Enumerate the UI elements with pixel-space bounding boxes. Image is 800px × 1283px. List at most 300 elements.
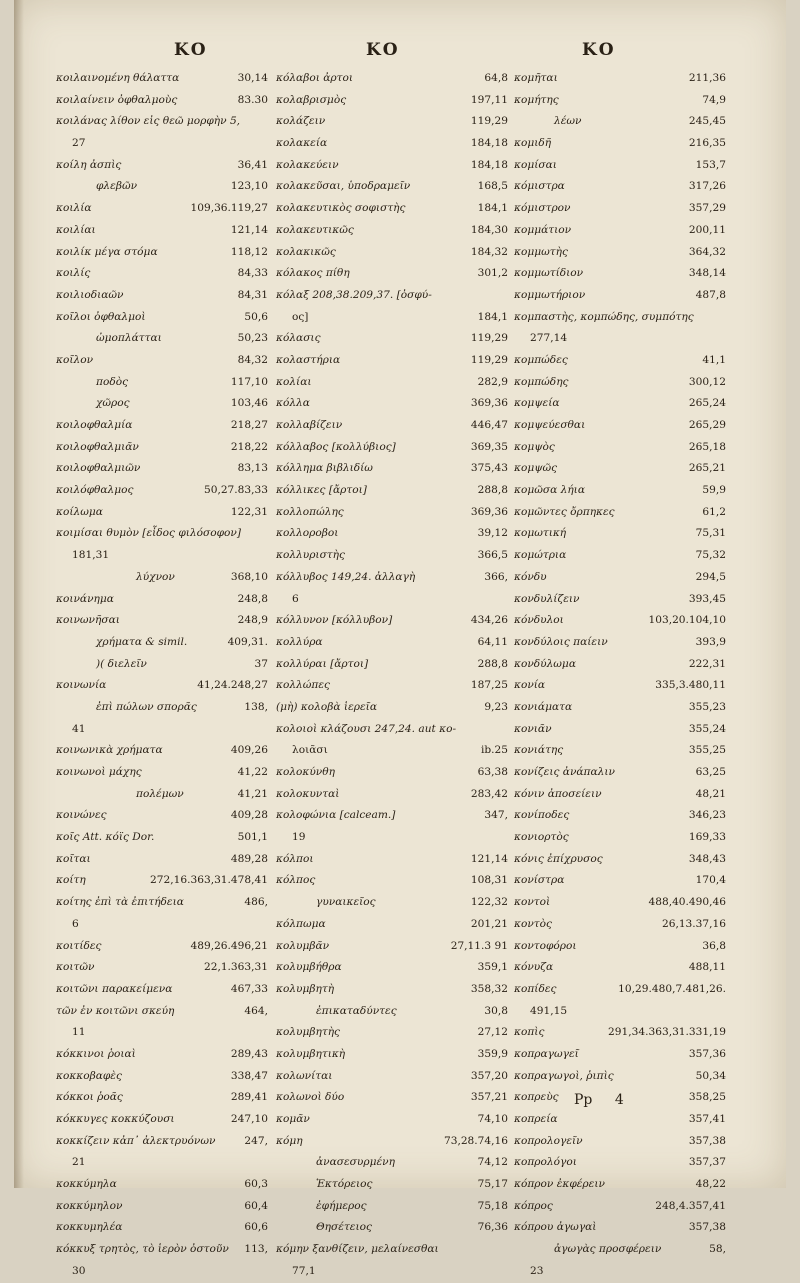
entry-term: 491,15 bbox=[530, 1004, 568, 1017]
entry-term: κοῖλον bbox=[56, 353, 94, 366]
index-entry bbox=[276, 133, 508, 155]
index-entry bbox=[276, 523, 508, 545]
entry-term: κοινώνες bbox=[56, 809, 107, 822]
entry-term: κόμιστρα bbox=[514, 180, 565, 193]
entry-term: κομῶσα λήια bbox=[514, 484, 585, 497]
index-entry bbox=[276, 914, 508, 936]
entry-term: κοίλωμα bbox=[56, 505, 103, 518]
entry-term: ἀνασεσυρμένη bbox=[316, 1156, 395, 1169]
entry-reference: 9,23 bbox=[484, 700, 508, 713]
index-entry bbox=[56, 1109, 268, 1131]
index-entry bbox=[276, 1109, 508, 1131]
entry-reference: 113, bbox=[244, 1243, 268, 1256]
entry-term: κοιλαινομένη θάλαττα bbox=[56, 72, 180, 84]
index-entry bbox=[56, 892, 268, 914]
index-entry bbox=[56, 328, 268, 350]
entry-reference: 248,4.357,41 bbox=[655, 1199, 726, 1212]
index-entry bbox=[276, 1131, 508, 1153]
entry-reference: 393,45 bbox=[688, 592, 726, 605]
index-entry bbox=[56, 350, 268, 372]
entry-reference: 300,12 bbox=[688, 375, 726, 388]
index-entry bbox=[276, 1174, 508, 1196]
entry-reference: 357,36 bbox=[688, 1047, 726, 1060]
entry-term: κόκκυξ τρητὸς, τὸ ἱερὸν ὀστοῦν bbox=[56, 1243, 229, 1256]
index-entry bbox=[56, 1261, 268, 1283]
entry-term: κοιλία bbox=[56, 202, 92, 215]
entry-reference: 393,9 bbox=[695, 635, 726, 648]
entry-reference: 501,1 bbox=[237, 831, 268, 844]
entry-reference: 357,38 bbox=[688, 1134, 726, 1147]
entry-term: κόλακος πίθη bbox=[276, 267, 350, 280]
entry-term: κολακικῶς bbox=[276, 245, 336, 258]
entry-term: κολυμβητὴς bbox=[276, 1026, 340, 1039]
index-entry bbox=[514, 372, 726, 394]
entry-term: κοκκύμηλα bbox=[56, 1178, 117, 1191]
entry-term: )( διελεῖν bbox=[96, 657, 147, 670]
index-entry bbox=[276, 68, 508, 90]
entry-reference: 355,24 bbox=[688, 722, 726, 735]
index-entry bbox=[56, 610, 268, 632]
index-entry bbox=[56, 1131, 268, 1153]
entry-reference: 26,13.37,16 bbox=[661, 917, 726, 930]
entry-term: κολαβρισμὸς bbox=[276, 93, 347, 106]
index-entry bbox=[514, 784, 726, 806]
entry-term: κοπρολόγοι bbox=[514, 1156, 577, 1169]
index-entry bbox=[56, 198, 268, 220]
entry-reference: 369,35 bbox=[470, 440, 508, 453]
entry-term: κομπαστὴς, κομπώδης, συμπότης bbox=[514, 310, 694, 323]
entry-term: κοιλιοδιαῶν bbox=[56, 288, 124, 301]
entry-reference: 265,18 bbox=[688, 440, 726, 453]
header-left: ΚΟ bbox=[174, 40, 208, 60]
entry-reference: 218,27 bbox=[230, 419, 268, 431]
entry-reference: 369,36 bbox=[470, 397, 508, 410]
index-entry bbox=[56, 957, 268, 979]
index-entry bbox=[514, 220, 726, 242]
entry-term: κολοιοὶ κλάζουσι 247,24. aut κο- bbox=[276, 722, 457, 735]
index-entry bbox=[514, 957, 726, 979]
index-entry bbox=[276, 545, 508, 567]
index-entry bbox=[276, 1001, 508, 1023]
entry-term: κομμωτὴς bbox=[514, 245, 568, 258]
index-entry bbox=[56, 979, 268, 1001]
entry-reference: 467,33 bbox=[230, 982, 268, 995]
entry-reference: 83,13 bbox=[237, 462, 268, 475]
entry-term: 19 bbox=[292, 831, 306, 844]
entry-reference: 41,22 bbox=[237, 766, 268, 778]
entry-term: κόλαξ 208,38.209,37. [ὀσφύ- bbox=[276, 288, 432, 301]
index-entry bbox=[514, 762, 726, 784]
index-entry bbox=[514, 242, 726, 264]
entry-term: κομιδῆ bbox=[514, 137, 552, 150]
entry-term: κόλασις bbox=[276, 332, 321, 345]
entry-term: κονία bbox=[514, 679, 546, 692]
entry-reference: 76,36 bbox=[477, 1221, 508, 1234]
entry-reference: 488,40.490,46 bbox=[648, 896, 726, 909]
entry-term: κολακεῦσαι, ὑποδραμεῖν bbox=[276, 180, 411, 193]
entry-reference: 60,6 bbox=[244, 1221, 268, 1234]
index-entry bbox=[514, 68, 726, 90]
index-entry bbox=[56, 133, 268, 155]
index-entry bbox=[56, 1044, 268, 1066]
entry-reference: 247,10 bbox=[230, 1113, 268, 1125]
index-entry bbox=[276, 740, 508, 762]
index-entry bbox=[56, 372, 268, 394]
entry-reference: 84,33 bbox=[237, 267, 268, 280]
entry-term: κολοφώνια [calceam.] bbox=[276, 809, 396, 822]
entry-reference: 338,47 bbox=[230, 1069, 268, 1082]
entry-term: κόλλυβος 149,24. ἀλλαγὴ bbox=[276, 570, 416, 583]
index-entry bbox=[514, 502, 726, 524]
index-entry bbox=[514, 1196, 726, 1218]
entry-reference: 288,8 bbox=[477, 484, 508, 497]
entry-term: κολαστήρια bbox=[276, 353, 341, 366]
entry-reference: 74,10 bbox=[477, 1113, 508, 1125]
index-entry bbox=[514, 849, 726, 871]
index-entry bbox=[514, 567, 726, 589]
index-entry bbox=[56, 502, 268, 524]
column-1 bbox=[56, 68, 268, 1283]
column-2 bbox=[276, 68, 508, 1283]
entry-term: 6 bbox=[72, 917, 79, 930]
entry-term: κοῖται bbox=[56, 852, 91, 865]
index-entry bbox=[514, 914, 726, 936]
index-entry bbox=[56, 654, 268, 676]
entry-term: γυναικεῖος bbox=[316, 896, 376, 909]
entry-term: κόπρος bbox=[514, 1199, 553, 1212]
entry-term: κομψεία bbox=[514, 397, 560, 410]
entry-term: κόνδυλοι bbox=[514, 614, 564, 627]
entry-reference: 36,41 bbox=[237, 158, 268, 171]
index-entry bbox=[514, 632, 726, 654]
entry-reference: 288,8 bbox=[477, 657, 508, 670]
signature-number: 4 bbox=[614, 1092, 624, 1108]
entry-term: κονδύλωμα bbox=[514, 657, 576, 670]
entry-term: 27 bbox=[72, 137, 86, 150]
entry-term: κολακευτικῶς bbox=[276, 223, 354, 236]
entry-reference: 201,21 bbox=[470, 917, 508, 930]
entry-reference: 117,10 bbox=[230, 375, 268, 388]
entry-term: κολλύραι [ἄρτοι] bbox=[276, 657, 369, 670]
entry-term: 21 bbox=[72, 1156, 86, 1169]
entry-reference: 184,30 bbox=[470, 223, 508, 236]
entry-reference: 359,9 bbox=[477, 1047, 508, 1060]
index-entry bbox=[56, 523, 268, 545]
entry-reference: 364,32 bbox=[688, 245, 726, 258]
entry-reference: 48,21 bbox=[695, 787, 726, 800]
index-entry bbox=[276, 762, 508, 784]
entry-reference: 61,2 bbox=[702, 505, 726, 518]
index-entry bbox=[276, 372, 508, 394]
entry-reference: 359,1 bbox=[477, 961, 508, 974]
index-entry bbox=[276, 1044, 508, 1066]
entry-reference: 122,32 bbox=[470, 896, 508, 909]
entry-term: κομίσαι bbox=[514, 158, 557, 171]
entry-term: κοῖλοι ὀφθαλμοὶ bbox=[56, 310, 146, 323]
entry-term: τῶν ἐν κοιτῶνι σκεύη bbox=[56, 1004, 175, 1017]
entry-reference: 63,25 bbox=[695, 766, 726, 778]
index-entry bbox=[276, 589, 508, 611]
entry-term: 181,31 bbox=[72, 549, 110, 562]
index-entry bbox=[514, 393, 726, 415]
index-entry bbox=[276, 415, 508, 437]
entry-reference: 294,5 bbox=[695, 570, 726, 583]
entry-reference: 36,8 bbox=[702, 939, 726, 952]
entry-term: κοιλίκ μέγα στόμα bbox=[56, 245, 158, 258]
entry-reference: 27,11.3 91 bbox=[450, 939, 508, 952]
index-entry bbox=[56, 1196, 268, 1218]
index-entry bbox=[514, 480, 726, 502]
entry-term: κολυμβητικὴ bbox=[276, 1047, 346, 1060]
entry-reference: 184,18 bbox=[470, 137, 508, 150]
index-entry bbox=[56, 1152, 268, 1174]
entry-term: κομῶντες ὄρπηκες bbox=[514, 505, 615, 518]
entry-term: κομπώδες bbox=[514, 353, 568, 366]
entry-term: κόπρου ἀγωγαὶ bbox=[514, 1221, 597, 1234]
entry-reference: 335,3.480,11 bbox=[655, 679, 726, 692]
entry-term: κόνιν ἀποσείειν bbox=[514, 787, 602, 800]
entry-term: κοιλίς bbox=[56, 267, 91, 280]
entry-term: κολλοπώλης bbox=[276, 505, 344, 518]
index-entry bbox=[276, 1022, 508, 1044]
index-entry bbox=[514, 870, 726, 892]
index-entry bbox=[276, 1152, 508, 1174]
index-entry bbox=[56, 111, 268, 133]
index-entry bbox=[276, 480, 508, 502]
entry-term: κοπὶς bbox=[514, 1026, 545, 1039]
entry-term: κοπρεὺς bbox=[514, 1091, 559, 1104]
index-entry bbox=[56, 393, 268, 415]
entry-term: κολάζειν bbox=[276, 115, 326, 128]
index-entry bbox=[276, 870, 508, 892]
index-entry bbox=[56, 90, 268, 112]
entry-term: κολλυριστὴς bbox=[276, 549, 345, 562]
index-entry bbox=[276, 155, 508, 177]
entry-term: κοιλόφθαλμος bbox=[56, 484, 134, 497]
entry-reference: 368,10 bbox=[230, 570, 268, 583]
entry-term: κολλαβίζειν bbox=[276, 419, 343, 431]
entry-term: λέων bbox=[554, 115, 582, 128]
entry-term: ὠμοπλάτται bbox=[96, 332, 162, 345]
entry-reference: 170,4 bbox=[695, 874, 726, 887]
entry-term: κομψὸς bbox=[514, 440, 555, 453]
entry-reference: 108,31 bbox=[470, 874, 508, 887]
index-entry bbox=[56, 68, 268, 90]
entry-term: κόνυζα bbox=[514, 961, 554, 974]
entry-reference: 84,31 bbox=[237, 288, 268, 301]
index-entry bbox=[56, 567, 268, 589]
running-header bbox=[14, 40, 786, 64]
entry-term: πολέμων bbox=[136, 787, 184, 800]
index-entry bbox=[514, 263, 726, 285]
index-entry bbox=[514, 1217, 726, 1239]
index-entry bbox=[514, 654, 726, 676]
index-entry bbox=[514, 1174, 726, 1196]
entry-term: κολυμβᾶν bbox=[276, 939, 330, 952]
entry-reference: 122,31 bbox=[230, 505, 268, 518]
entry-term: κοίτη bbox=[56, 874, 86, 887]
index-entry bbox=[56, 849, 268, 871]
entry-reference: 64,11 bbox=[477, 635, 508, 648]
entry-term: λύχνον bbox=[136, 570, 175, 583]
entry-term: ἐπικαταδύντες bbox=[316, 1004, 397, 1017]
entry-term: χῶρος bbox=[96, 397, 130, 410]
entry-reference: 409,26 bbox=[230, 744, 268, 757]
entry-reference: 103,46 bbox=[230, 397, 268, 410]
entry-reference: 357,29 bbox=[688, 202, 726, 215]
index-entry bbox=[276, 827, 508, 849]
entry-term: κολοκύνθη bbox=[276, 766, 335, 778]
index-entry bbox=[276, 632, 508, 654]
entry-term: κόλλημα βιβλιδίω bbox=[276, 462, 373, 475]
index-entry bbox=[514, 1131, 726, 1153]
entry-term: ος] bbox=[292, 310, 309, 323]
index-entry bbox=[276, 610, 508, 632]
entry-reference: 30,14 bbox=[237, 72, 268, 84]
index-entry bbox=[56, 1239, 268, 1261]
signature-mark bbox=[574, 1092, 642, 1108]
entry-reference: 375,43 bbox=[470, 462, 508, 475]
entry-reference: 358,25 bbox=[688, 1091, 726, 1104]
entry-term: Θησέτειος bbox=[316, 1221, 372, 1234]
entry-term: κομψῶς bbox=[514, 462, 558, 475]
entry-term: κονιᾶν bbox=[514, 722, 552, 735]
index-entry bbox=[56, 719, 268, 741]
entry-reference: 138, bbox=[244, 700, 268, 713]
entry-term: κομῆται bbox=[514, 72, 558, 84]
index-entry bbox=[514, 1152, 726, 1174]
index-entry bbox=[514, 545, 726, 567]
index-entry bbox=[514, 740, 726, 762]
entry-term: κόλλαβος [κολλύβιος] bbox=[276, 440, 396, 453]
index-entry bbox=[514, 415, 726, 437]
header-middle: ΚΟ bbox=[366, 40, 400, 60]
index-entry bbox=[276, 437, 508, 459]
entry-term: κοίλη ἀσπὶς bbox=[56, 158, 122, 171]
index-entry bbox=[514, 827, 726, 849]
entry-term: κομᾶν bbox=[276, 1113, 310, 1125]
entry-term: κολλώπες bbox=[276, 679, 330, 692]
index-entry bbox=[514, 1001, 726, 1023]
entry-reference: 22,1.363,31 bbox=[203, 961, 268, 974]
entry-reference: 301,2 bbox=[477, 267, 508, 280]
entry-reference: 39,12 bbox=[477, 527, 508, 540]
index-entry bbox=[514, 936, 726, 958]
index-entry bbox=[276, 198, 508, 220]
entry-term: κολλύρα bbox=[276, 635, 323, 648]
entry-term: κομήτης bbox=[514, 93, 559, 106]
entry-term: κοιλάνας λίθον εἰς θεῶ μορφὴν 5, bbox=[56, 115, 241, 128]
entry-reference: 10,29.480,7.481,26. bbox=[618, 982, 726, 995]
entry-term: κοντὸς bbox=[514, 917, 552, 930]
entry-reference: ib.25 bbox=[480, 744, 508, 757]
entry-reference: 168,5 bbox=[477, 180, 508, 193]
entry-reference: 197,11 bbox=[470, 93, 508, 106]
entry-reference: 464, bbox=[244, 1004, 268, 1017]
entry-term: κονιάματα bbox=[514, 700, 573, 713]
entry-term: κομμάτιον bbox=[514, 223, 572, 236]
entry-reference: 291,34.363,31.331,19 bbox=[608, 1026, 726, 1039]
entry-reference: 184,18 bbox=[470, 158, 508, 171]
page bbox=[14, 0, 786, 1277]
entry-reference: 265,24 bbox=[688, 397, 726, 410]
entry-reference: 357,20 bbox=[470, 1069, 508, 1082]
entry-term: κοινάνημα bbox=[56, 592, 114, 605]
index-entry bbox=[276, 697, 508, 719]
index-entry bbox=[514, 523, 726, 545]
entry-reference: 357,21 bbox=[470, 1091, 508, 1104]
entry-reference: 283,42 bbox=[470, 787, 508, 800]
entry-term: κοκκυμηλέα bbox=[56, 1221, 123, 1234]
entry-term: κοινωνία bbox=[56, 679, 107, 692]
index-entry bbox=[56, 307, 268, 329]
entry-reference: 103,20.104,10 bbox=[648, 614, 726, 627]
index-entry bbox=[514, 719, 726, 741]
entry-reference: 75,17 bbox=[477, 1178, 508, 1191]
entry-reference: 247, bbox=[244, 1134, 268, 1147]
entry-term: κομμωτήριον bbox=[514, 288, 586, 301]
entry-term: κοιτίδες bbox=[56, 939, 102, 952]
entry-term: κόμιστρον bbox=[514, 202, 571, 215]
entry-term: κολίαι bbox=[276, 375, 312, 388]
entry-term: κόνις ἐπίχρυσος bbox=[514, 852, 603, 865]
entry-term: χρήματα & simil. bbox=[96, 635, 188, 648]
index-entry bbox=[56, 784, 268, 806]
entry-term: κοκκύμηλον bbox=[56, 1199, 123, 1212]
index-entry bbox=[276, 1261, 508, 1283]
index-entry bbox=[56, 740, 268, 762]
entry-reference: 355,25 bbox=[688, 744, 726, 757]
entry-reference: 60,3 bbox=[244, 1178, 268, 1191]
entry-reference: 119,29 bbox=[470, 115, 508, 128]
entry-reference: 74,12 bbox=[477, 1156, 508, 1169]
index-entry bbox=[276, 675, 508, 697]
entry-reference: 489,28 bbox=[230, 852, 268, 865]
entry-reference: 222,31 bbox=[688, 657, 726, 670]
entry-term: κολυμβήθρα bbox=[276, 961, 342, 974]
index-entry bbox=[276, 502, 508, 524]
index-entry bbox=[276, 979, 508, 1001]
entry-term: κοπρεία bbox=[514, 1113, 558, 1125]
entry-reference: 50,23 bbox=[237, 332, 268, 345]
entry-term: κοιλαίνειν ὀφθαλμοὺς bbox=[56, 93, 178, 106]
entry-reference: 357,38 bbox=[688, 1221, 726, 1234]
header-right: ΚΟ bbox=[582, 40, 616, 60]
entry-reference: 169,33 bbox=[688, 831, 726, 844]
index-entry bbox=[514, 176, 726, 198]
index-entry bbox=[56, 675, 268, 697]
entry-term: κόλποι bbox=[276, 852, 314, 865]
entry-term: κολακευτικὸς σοφιστὴς bbox=[276, 202, 406, 215]
entry-term: 11 bbox=[72, 1026, 86, 1039]
entry-term: κολλοροβοι bbox=[276, 527, 339, 540]
index-entry bbox=[276, 1066, 508, 1088]
index-entry bbox=[276, 892, 508, 914]
index-entry bbox=[276, 1087, 508, 1109]
index-entry bbox=[514, 697, 726, 719]
index-entry bbox=[514, 805, 726, 827]
index-entry bbox=[276, 242, 508, 264]
index-entry bbox=[514, 155, 726, 177]
entry-term: κοίτης ἐπὶ τὰ ἐπιτήδεια bbox=[56, 896, 184, 909]
index-entry bbox=[56, 1022, 268, 1044]
entry-reference: 74,9 bbox=[702, 93, 726, 106]
entry-term: κοκκοβαφὲς bbox=[56, 1069, 122, 1082]
index-entry bbox=[56, 632, 268, 654]
entry-term: κοινωνῆσαι bbox=[56, 614, 120, 627]
entry-reference: 184,1 bbox=[477, 310, 508, 323]
index-entry bbox=[56, 762, 268, 784]
